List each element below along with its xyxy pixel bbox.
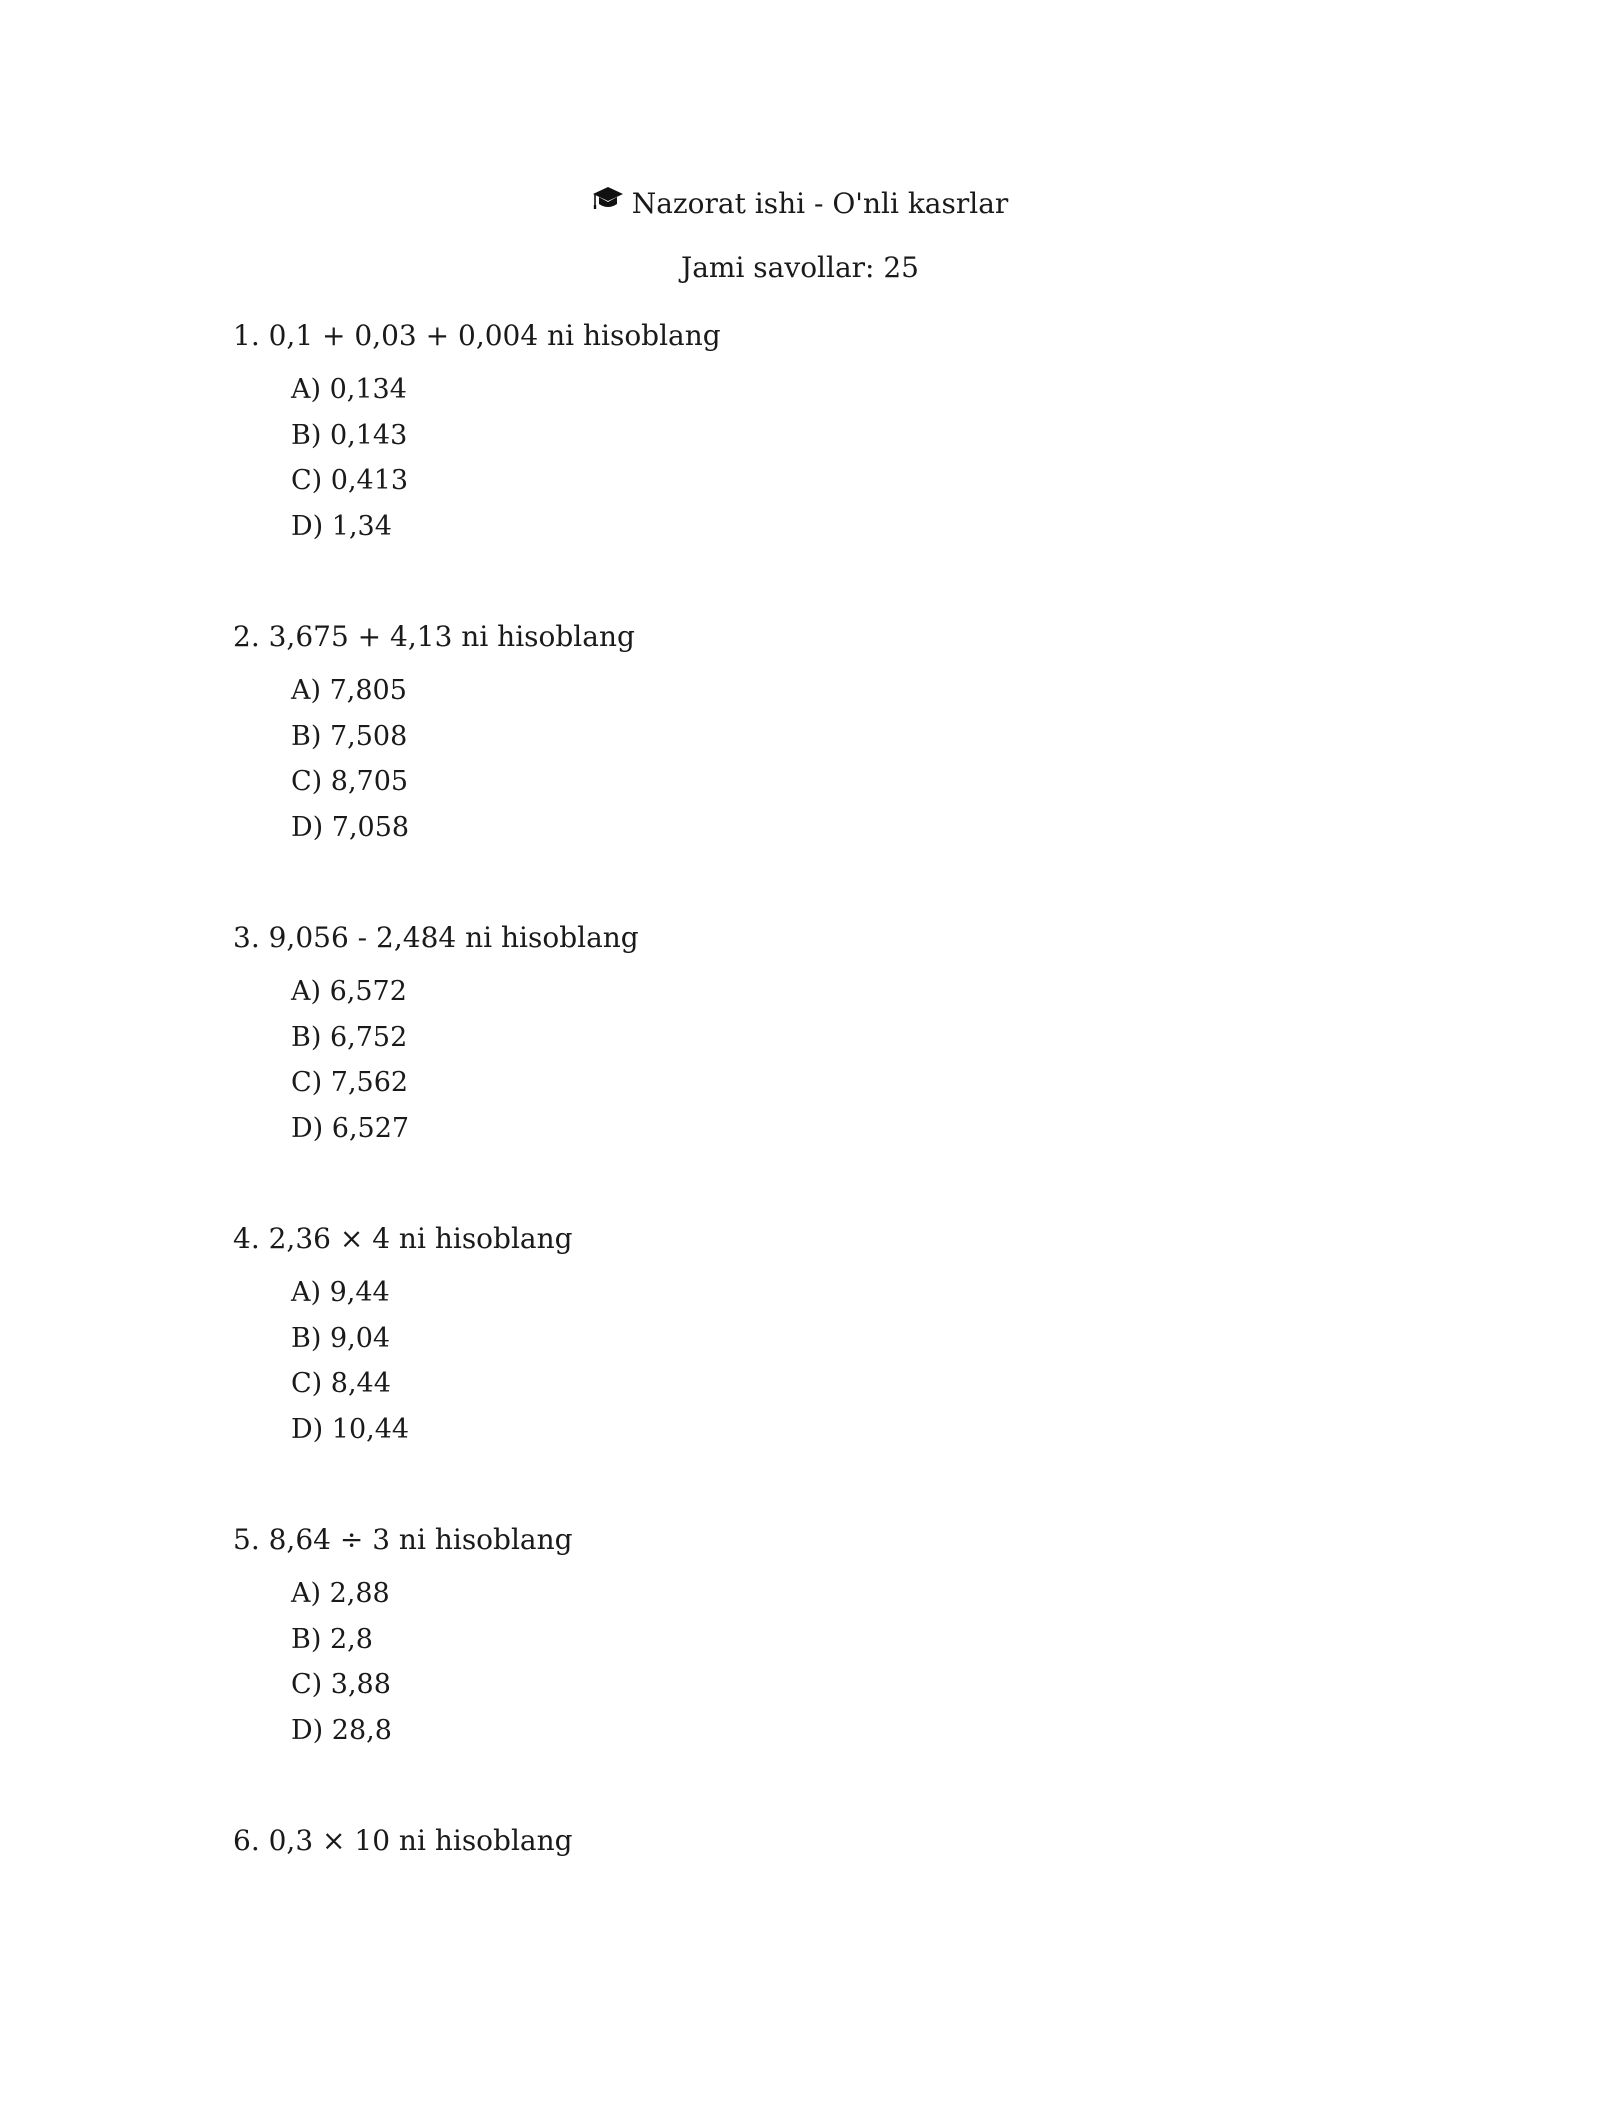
- question-list: [233, 316, 1433, 2122]
- answer-options: [233, 972, 1433, 1154]
- answer-option: D) 1,34: [291, 510, 392, 542]
- question-item: [233, 1520, 1433, 1821]
- answer-option: B) 9,04: [291, 1322, 391, 1354]
- title-text: Nazorat ishi - O'nli kasrlar: [631, 187, 1009, 220]
- answer-options: [233, 1574, 1433, 1756]
- answer-option: D) 10,44: [291, 1413, 410, 1445]
- answer-option: D) 28,8: [291, 1714, 392, 1746]
- question-text: 1. 0,1 + 0,03 + 0,004 ni hisoblang: [233, 319, 721, 352]
- answer-options: [233, 671, 1433, 853]
- question-text: 5. 8,64 ÷ 3 ni hisoblang: [233, 1523, 573, 1556]
- answer-option: B) 2,8: [291, 1623, 373, 1655]
- answer-option: A) 9,44: [291, 1277, 390, 1308]
- question-text: 6. 0,3 × 10 ni hisoblang: [233, 1824, 573, 1857]
- question-text: 4. 2,36 × 4 ni hisoblang: [233, 1222, 573, 1255]
- answer-option: D) 6,527: [291, 1112, 410, 1144]
- graduation-cap-icon: [592, 183, 624, 223]
- answer-options: [233, 1273, 1433, 1455]
- question-item: [233, 1821, 1433, 2122]
- answer-option: A) 2,88: [291, 1578, 390, 1609]
- question-text: 2. 3,675 + 4,13 ni hisoblang: [233, 620, 635, 653]
- answer-option: A) 7,805: [291, 675, 407, 706]
- total-questions: Jami savollar: 25: [680, 251, 919, 284]
- answer-option: C) 8,705: [291, 766, 409, 797]
- answer-option: A) 0,134: [291, 374, 407, 405]
- answer-option: C) 0,413: [291, 465, 409, 496]
- answer-option: C) 3,88: [291, 1669, 391, 1700]
- answer-option: B) 6,752: [291, 1021, 408, 1053]
- answer-option: D) 7,058: [291, 811, 410, 843]
- answer-options: [233, 370, 1433, 552]
- question-item: [233, 617, 1433, 918]
- page-title: [0, 184, 1600, 224]
- answer-option: B) 0,143: [291, 419, 408, 451]
- question-text: 3. 9,056 - 2,484 ni hisoblang: [233, 921, 639, 954]
- answer-option: C) 7,562: [291, 1067, 409, 1098]
- answer-option: C) 8,44: [291, 1368, 391, 1399]
- answer-option: A) 6,572: [291, 976, 407, 1007]
- question-item: [233, 316, 1433, 617]
- question-item: [233, 1219, 1433, 1520]
- answer-option: B) 7,508: [291, 720, 408, 752]
- question-item: [233, 918, 1433, 1219]
